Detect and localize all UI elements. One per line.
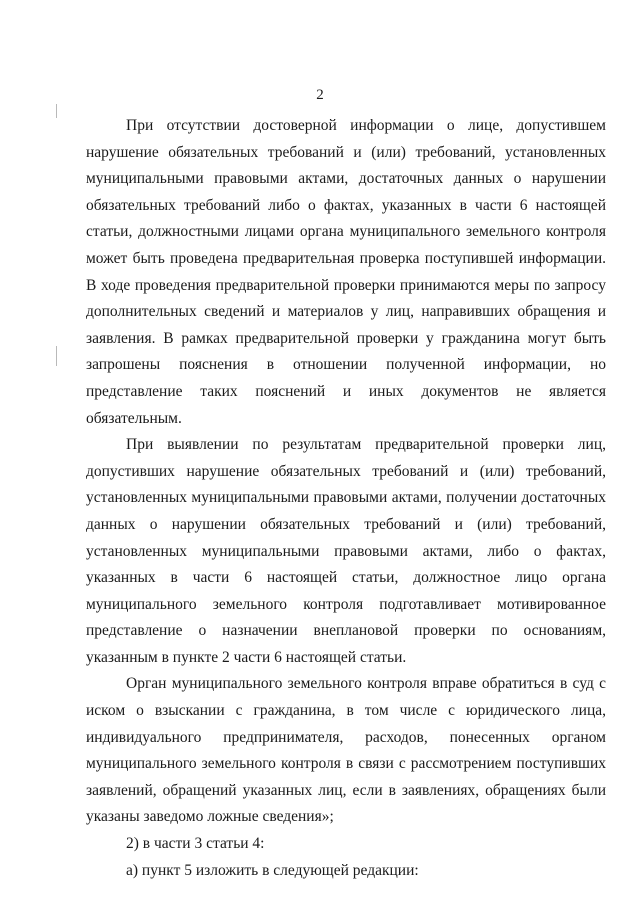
document-body (86, 113, 606, 884)
margin-mark (56, 104, 57, 118)
paragraph-item-5: а) пункт 5 изложить в следующей редакции: (126, 861, 419, 879)
paragraph-unscheduled-inspection: При выявлении по результатам предварительной проверки лиц, допустивших нарушение обязательных требований и (или) требований, установленных муниципальными правовыми актами, получении достаточных данных о нарушении обязательных требований и (или) требований, установленных муниципальными правовыми актами, либо о фактах, указанных в части 6 настоящей статьи, должностное лицо органа муниципального земельного контроля подготавливает мотивированное представление о назначении внеплановой проверки по основаниям, указанным в пункте 2 части 6 настоящей статьи. (86, 436, 606, 666)
paragraph-preliminary-check: При отсутствии достоверной информации о лице, допустившем нарушение обязательных требований и (или) требований, установленных муниципальными правовыми актами, достаточных данных о нарушении обязательных требований либо о фактах, указанных в части 6 настоящей статьи, должностными лицами органа муниципального земельного контроля может быть проведена предварительная проверка поступившей информации. В ходе проведения предварительной проверки принимаются меры по запросу дополнительных сведений и материалов у лиц, направивших обращения и заявления. В рамках предварительной проверки у гражданина могут быть запрошены пояснения в отношении полученной информации, но представление таких пояснений и иных документов не является обязательным. (86, 117, 606, 427)
paragraph-article-4-part-3: 2) в части 3 статьи 4: (126, 835, 265, 853)
margin-mark (56, 346, 57, 366)
page-number: 2 (316, 87, 324, 103)
paragraph-court-claim: Орган муниципального земельного контроля вправе обратиться в суд с иском о взыскании с гражданина, в том числе с юридического лица, индивидуального предпринимателя, расходов, понесенных органом муниципального земельного контроля в связи с рассмотрением поступивших заявлений, обращений указанных лиц, если в заявлениях, обращениях были указаны заведомо ложные сведения»; (86, 675, 606, 826)
